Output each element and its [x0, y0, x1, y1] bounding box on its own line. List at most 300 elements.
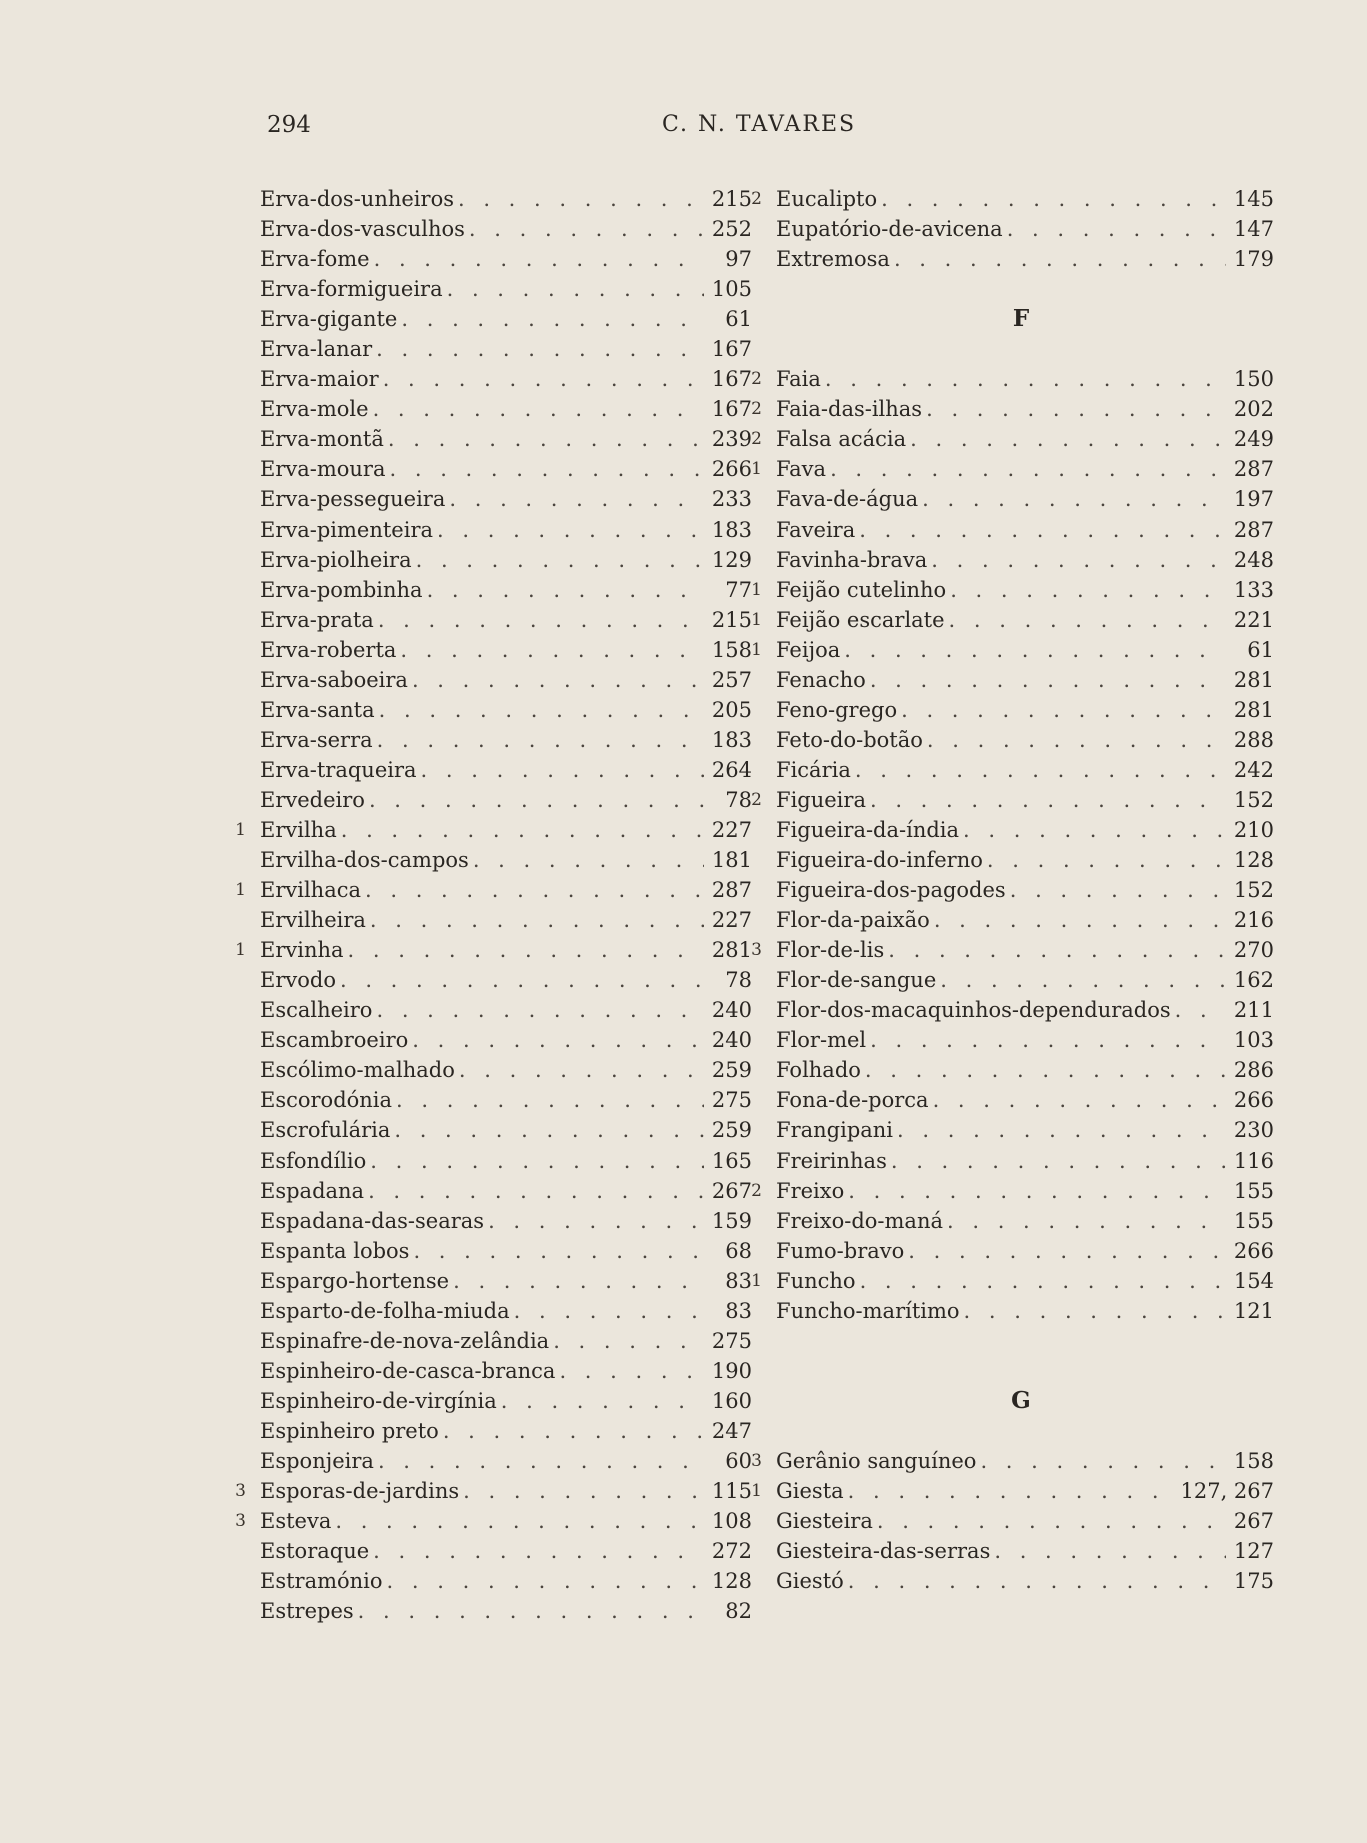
index-entry [751, 635, 1274, 665]
index-entry [252, 364, 752, 394]
entry-line [768, 605, 1274, 635]
entry-page: 103 [1233, 1028, 1274, 1053]
entry-page: 242 [1233, 757, 1274, 782]
dot-leader [396, 1085, 704, 1115]
index-entry [768, 1566, 1274, 1596]
entry-term: Ervodo [260, 968, 336, 993]
entry-line [768, 1536, 1274, 1566]
entry-line [768, 1296, 1274, 1326]
index-entry [768, 665, 1274, 695]
entry-line [768, 1566, 1274, 1596]
dot-leader [855, 755, 1226, 785]
entry-page: 266 [711, 457, 752, 482]
entry-term: Fava-de-água [776, 487, 919, 512]
index-entry [751, 424, 1274, 454]
index-entry [252, 755, 752, 785]
entry-page: 227 [711, 908, 752, 933]
dot-leader [553, 1326, 704, 1356]
dot-leader [453, 1266, 704, 1296]
entry-term: Faia-das-ilhas [776, 397, 923, 422]
entry-page: 97 [725, 247, 752, 272]
entry-page: 266 [1233, 1088, 1274, 1113]
dot-leader [374, 244, 704, 274]
entry-line [252, 364, 752, 394]
dot-leader [378, 1446, 704, 1476]
entry-term: Eucalipto [776, 187, 878, 211]
entry-line [252, 905, 752, 935]
entry-term: Extremosa [776, 247, 890, 272]
entry-page: 287 [711, 878, 752, 903]
entry-page: 105 [711, 277, 752, 302]
entry-term: Freirinhas [776, 1148, 887, 1173]
entry-term: Ervedeiro [260, 787, 365, 812]
entry-term: Flor-mel [776, 1028, 867, 1053]
entry-page: 270 [1233, 938, 1274, 963]
entry-term: Fumo-bravo [776, 1238, 905, 1263]
entry-line [252, 875, 752, 905]
index-entry [252, 545, 752, 575]
index-entry [751, 605, 1274, 635]
index-entry [768, 755, 1274, 785]
index-entry [252, 1536, 752, 1566]
entry-term: Ficária [776, 757, 851, 782]
dot-leader [437, 515, 704, 545]
entry-term: Faveira [776, 517, 856, 542]
index-entry [252, 575, 752, 605]
entry-line [768, 1055, 1274, 1085]
entry-line [252, 635, 752, 665]
dot-leader [559, 1356, 704, 1386]
entry-term: Espinheiro preto [260, 1418, 439, 1443]
dot-leader [388, 424, 704, 454]
dot-leader [940, 965, 1226, 995]
entry-line [252, 965, 752, 995]
dot-leader [335, 1506, 704, 1536]
dot-leader [378, 605, 704, 635]
dot-leader [376, 995, 704, 1025]
entry-line [768, 244, 1274, 274]
index-entry [252, 1206, 752, 1236]
dot-leader [376, 334, 704, 364]
entry-term: Faia [776, 367, 821, 392]
entry-page: 281 [1233, 697, 1274, 722]
dot-leader [870, 665, 1226, 695]
entry-term: Erva-fome [260, 247, 370, 272]
entry-page: 272 [711, 1539, 752, 1564]
entry-page: 61 [725, 307, 752, 332]
dot-leader [458, 184, 704, 214]
entry-page: 233 [711, 487, 752, 512]
entry-line [252, 1025, 752, 1055]
dot-leader [888, 935, 1226, 965]
entry-page: 121 [1233, 1298, 1274, 1323]
entry-term: Erva-piolheira [260, 547, 412, 572]
dot-leader [844, 635, 1226, 665]
entry-page: 116 [1233, 1148, 1274, 1173]
entry-line [768, 845, 1274, 875]
dot-leader [463, 1476, 704, 1506]
entry-line [252, 1085, 752, 1115]
entry-line [768, 575, 1274, 605]
entry-page: 152 [1233, 878, 1274, 903]
entry-page: 181 [711, 848, 752, 873]
dot-leader [427, 575, 704, 605]
margin-mark: 1 [751, 459, 762, 480]
index-entry [252, 1176, 752, 1206]
dot-leader [947, 1206, 1226, 1236]
entry-term: Espanta lobos [260, 1238, 410, 1263]
dot-leader [865, 1055, 1226, 1085]
entry-term: Erva-serra [260, 727, 373, 752]
entry-line [252, 424, 752, 454]
index-column-left [235, 184, 752, 1626]
index-entry [751, 1266, 1274, 1296]
entry-line [768, 214, 1274, 244]
index-entry [252, 274, 752, 304]
entry-line [252, 274, 752, 304]
dot-leader [469, 214, 704, 244]
entry-term: Erva-saboeira [260, 667, 408, 692]
margin-mark: 1 [235, 880, 246, 901]
index-entry [252, 1356, 752, 1386]
entry-page: 158 [711, 637, 752, 662]
entry-term: Flor-dos-macaquinhos-dependurados [776, 998, 1171, 1023]
index-entry [252, 1296, 752, 1326]
entry-term: Espinafre-de-nova-zelândia [260, 1328, 550, 1353]
index-section-e [751, 184, 1274, 274]
entry-line [252, 725, 752, 755]
entry-line [768, 1446, 1274, 1476]
entry-page: 155 [1233, 1208, 1274, 1233]
entry-term: Giestó [776, 1569, 844, 1594]
entry-line [252, 1446, 752, 1476]
entry-page: 145 [1233, 187, 1274, 211]
entry-line [768, 394, 1274, 424]
entry-page: 68 [725, 1238, 752, 1263]
dot-leader [927, 725, 1226, 755]
entry-term: Figueira-da-índia [776, 817, 960, 842]
entry-line [768, 1146, 1274, 1176]
dot-leader [908, 1236, 1226, 1266]
index-entry [768, 1506, 1274, 1536]
entry-term: Erva-montã [260, 427, 384, 452]
dot-leader [987, 845, 1226, 875]
dot-leader [994, 1536, 1226, 1566]
index-entry [252, 1146, 752, 1176]
dot-leader [400, 635, 704, 665]
entry-line [768, 424, 1274, 454]
entry-term: Estrepes [260, 1599, 354, 1624]
entry-page: 267 [1233, 1509, 1274, 1534]
dot-leader [412, 1025, 704, 1055]
index-column-right [751, 184, 1274, 1596]
entry-term: Ervilha [260, 817, 337, 842]
dot-leader [964, 1296, 1226, 1326]
entry-page: 288 [1233, 727, 1274, 752]
dot-leader [394, 1115, 704, 1145]
index-entry [252, 1446, 752, 1476]
index-entry [252, 334, 752, 364]
dot-leader [1010, 875, 1226, 905]
entry-line [252, 1115, 752, 1145]
entry-term: Esponjeira [260, 1448, 374, 1473]
entry-term: Folhado [776, 1058, 861, 1083]
entry-term: Espinheiro-de-casca-branca [260, 1358, 556, 1383]
entry-term: Espinheiro-de-virgínia [260, 1388, 497, 1413]
entry-page: 108 [711, 1509, 752, 1534]
entry-term: Figueira [776, 787, 866, 812]
entry-term: Feijão escarlate [776, 607, 945, 632]
index-entry [768, 1296, 1274, 1326]
entry-line [252, 995, 752, 1025]
entry-term: Ervinha [260, 938, 344, 963]
entry-page: 197 [1233, 487, 1274, 512]
dot-leader [848, 1476, 1177, 1506]
dot-leader [860, 1266, 1226, 1296]
entry-term: Flor-de-lis [776, 938, 885, 963]
entry-term: Escólimo-malhado [260, 1058, 455, 1083]
dot-leader [825, 364, 1226, 394]
entry-term: Falsa acácia [776, 427, 907, 452]
margin-mark: 1 [235, 819, 246, 840]
entry-page: 216 [1233, 908, 1274, 933]
entry-page: 115 [711, 1479, 752, 1504]
index-entry [751, 935, 1274, 965]
entry-term: Ervilhaca [260, 878, 361, 903]
entry-page: 264 [711, 757, 752, 782]
entry-term: Figueira-dos-pagodes [776, 878, 1006, 903]
entry-term: Gerânio sanguíneo [776, 1448, 977, 1473]
dot-leader [370, 905, 704, 935]
entry-term: Erva-pombinha [260, 577, 423, 602]
entry-page: 249 [1233, 427, 1274, 452]
section-spacer [768, 1326, 1274, 1356]
dot-leader [501, 1386, 704, 1416]
entry-line [252, 1296, 752, 1326]
entry-term: Erva-dos-vasculhos [260, 217, 465, 242]
entry-page: 175 [1233, 1569, 1274, 1594]
entry-page: 183 [711, 517, 752, 542]
dot-leader [980, 1446, 1226, 1476]
entry-line [252, 935, 752, 965]
entry-line [768, 1206, 1274, 1236]
index-entry [252, 484, 752, 514]
margin-mark: 2 [751, 399, 762, 420]
entry-line [768, 484, 1274, 514]
index-entry [768, 1146, 1274, 1176]
entry-term: Erva-maior [260, 367, 379, 392]
entry-page: 247 [711, 1418, 752, 1443]
entry-line [768, 1236, 1274, 1266]
dot-leader [416, 545, 704, 575]
dot-leader [894, 244, 1226, 274]
entry-term: Ervilheira [260, 908, 366, 933]
entry-line [252, 665, 752, 695]
entry-line [252, 1596, 752, 1626]
entry-line [252, 1206, 752, 1236]
index-entry [252, 394, 752, 424]
index-entry [252, 965, 752, 995]
index-entry [768, 545, 1274, 575]
entry-line [252, 575, 752, 605]
dot-leader [373, 394, 704, 424]
entry-line [252, 755, 752, 785]
dot-leader [488, 1206, 704, 1236]
entry-page: 129 [711, 547, 752, 572]
entry-page: 240 [711, 998, 752, 1023]
entry-term: Giesta [776, 1479, 844, 1504]
section-spacer [768, 1416, 1274, 1446]
entry-page: 240 [711, 1028, 752, 1053]
entry-term: Freixo-do-maná [776, 1208, 943, 1233]
index-entry [252, 995, 752, 1025]
entry-line [252, 244, 752, 274]
entry-page: 215 [711, 187, 752, 211]
index-entry [252, 905, 752, 935]
dot-leader [421, 755, 704, 785]
entry-line [768, 545, 1274, 575]
entry-line [768, 1176, 1274, 1206]
entry-page: 150 [1233, 367, 1274, 392]
entry-line [252, 454, 752, 484]
dot-leader [963, 815, 1226, 845]
entry-line [252, 1055, 752, 1085]
entry-line [768, 1476, 1274, 1506]
entry-term: Feto-do-botão [776, 727, 923, 752]
section-spacer [768, 274, 1274, 304]
entry-line [252, 1146, 752, 1176]
dot-leader [387, 1566, 704, 1596]
dot-leader [881, 184, 1226, 214]
entry-line [768, 515, 1274, 545]
index-entry [252, 605, 752, 635]
entry-term: Giesteira [776, 1509, 873, 1534]
entry-term: Escalheiro [260, 998, 373, 1023]
dot-leader [443, 1416, 704, 1446]
entry-term: Frangipani [776, 1118, 894, 1143]
entry-page: 78 [725, 787, 752, 812]
entry-line [768, 364, 1274, 394]
margin-mark: 3 [751, 1450, 762, 1471]
entry-line [252, 1326, 752, 1356]
entry-line [768, 785, 1274, 815]
index-entry [751, 454, 1274, 484]
entry-term: Erva-santa [260, 697, 375, 722]
margin-mark: 2 [751, 369, 762, 390]
index-entry [768, 905, 1274, 935]
index-entry [235, 815, 752, 845]
entry-page: 210 [1233, 817, 1274, 842]
index-entry [252, 184, 752, 214]
dot-leader [358, 1596, 704, 1626]
dot-leader [412, 665, 704, 695]
index-entry [751, 575, 1274, 605]
entry-term: Escorodónia [260, 1088, 393, 1113]
index-entry [768, 214, 1274, 244]
index-section-g [751, 1446, 1274, 1596]
margin-mark: 2 [751, 189, 762, 209]
entry-term: Feno-grego [776, 697, 898, 722]
index-entry [252, 244, 752, 274]
dot-leader [341, 815, 704, 845]
entry-page: 162 [1233, 968, 1274, 993]
entry-page: 183 [711, 727, 752, 752]
entry-term: Esteva [260, 1509, 332, 1534]
dot-leader [859, 515, 1226, 545]
dot-leader [365, 875, 704, 905]
index-entry [768, 1536, 1274, 1566]
entry-term: Erva-mole [260, 397, 369, 422]
entry-page: 239 [711, 427, 752, 452]
entry-term: Eupatório-de-avicena [776, 217, 1003, 242]
entry-line [252, 1176, 752, 1206]
entry-term: Feijão cutelinho [776, 577, 947, 602]
entry-line [768, 454, 1274, 484]
dot-leader [901, 695, 1226, 725]
entry-term: Erva-pimenteira [260, 517, 434, 542]
index-entry [751, 1476, 1274, 1506]
index-section-f [751, 364, 1274, 1326]
entry-term: Funcho [776, 1268, 856, 1293]
index-entry [235, 1506, 752, 1536]
entry-term: Figueira-do-inferno [776, 848, 983, 873]
entry-line [252, 1536, 752, 1566]
margin-mark: 3 [235, 1511, 246, 1532]
index-entry [252, 695, 752, 725]
entry-line [768, 905, 1274, 935]
entry-page: 227 [711, 817, 752, 842]
index-entry [252, 1236, 752, 1266]
entry-line [252, 695, 752, 725]
entry-page: 257 [711, 667, 752, 692]
entry-page: 158 [1233, 1448, 1274, 1473]
entry-term: Erva-lanar [260, 337, 373, 362]
margin-mark: 3 [751, 940, 762, 961]
dot-leader [870, 785, 1226, 815]
entry-term: Esfondílio [260, 1148, 367, 1173]
index-entry [768, 1206, 1274, 1236]
index-entry [252, 1416, 752, 1446]
entry-line [768, 725, 1274, 755]
entry-line [768, 1025, 1274, 1055]
dot-leader [401, 304, 704, 334]
index-entry [768, 875, 1274, 905]
entry-page: 78 [725, 968, 752, 993]
entry-page: 221 [1233, 607, 1274, 632]
entry-line [768, 695, 1274, 725]
entry-term: Erva-pessegueira [260, 487, 446, 512]
index-entry [252, 1085, 752, 1115]
entry-line [252, 515, 752, 545]
entry-page: 286 [1233, 1058, 1274, 1083]
dot-leader [891, 1146, 1226, 1176]
entry-term: Escrofulária [260, 1118, 391, 1143]
entry-term: Feijoa [776, 637, 841, 662]
dot-leader [910, 424, 1226, 454]
entry-term: Fenacho [776, 667, 866, 692]
dot-leader [1007, 214, 1226, 244]
dot-leader [926, 394, 1226, 424]
index-entry [252, 1596, 752, 1626]
entry-line [252, 1566, 752, 1596]
entry-page: 154 [1233, 1268, 1274, 1293]
margin-mark: 3 [235, 1481, 246, 1502]
entry-line [252, 334, 752, 364]
index-entry [768, 244, 1274, 274]
dot-leader [459, 1055, 704, 1085]
index-entry [768, 1115, 1274, 1145]
entry-line [252, 845, 752, 875]
